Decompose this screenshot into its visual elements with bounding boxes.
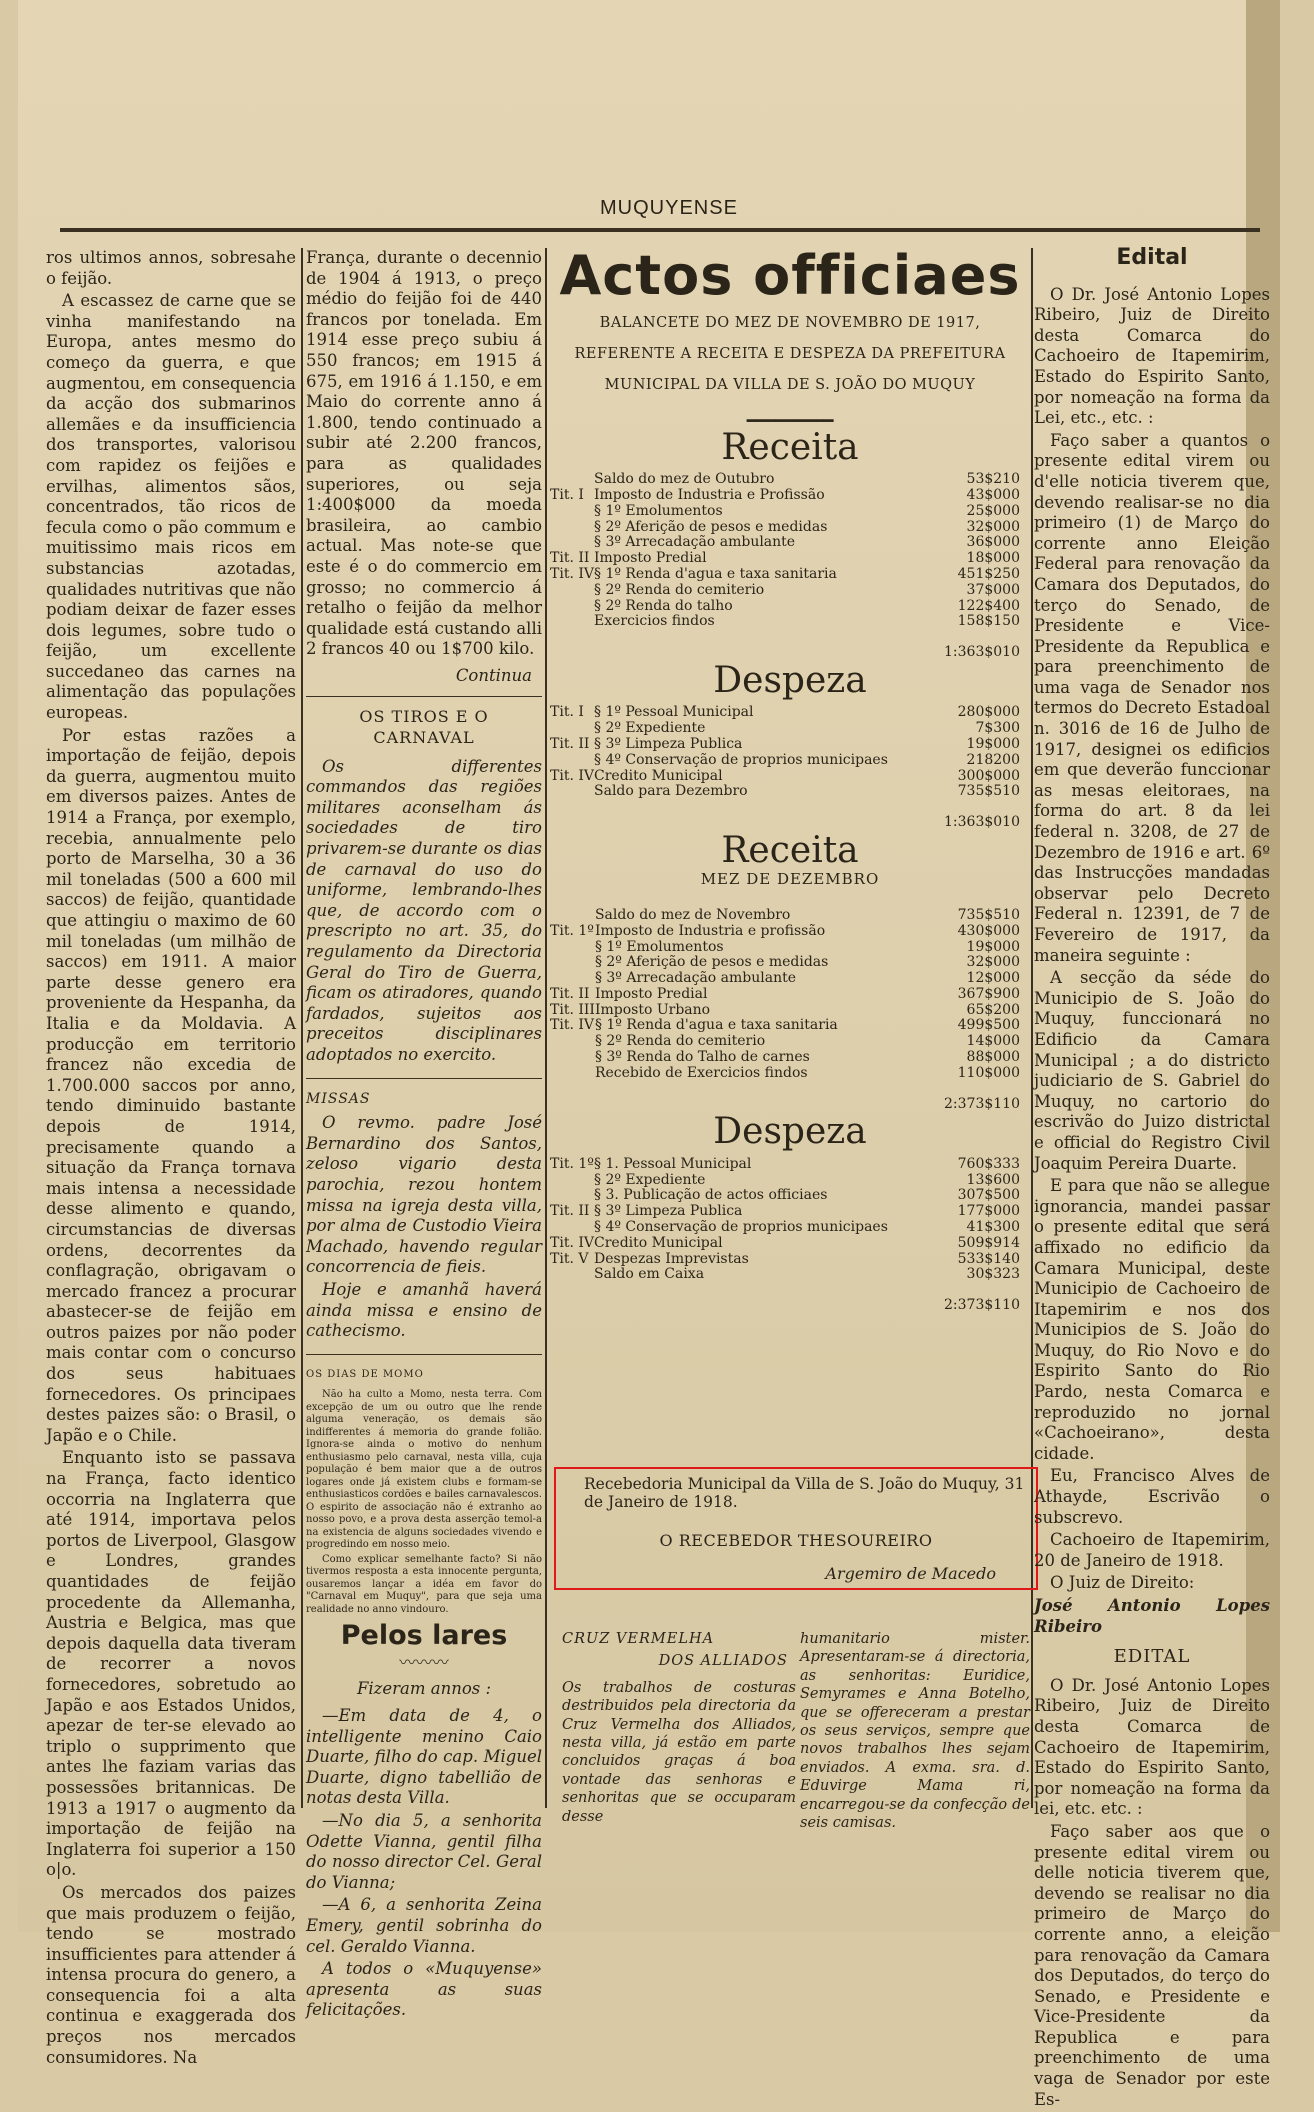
ledger-row — [550, 551, 1020, 567]
ledger-row — [550, 924, 1020, 940]
ledger-val: 509$914 — [957, 1234, 1020, 1251]
ledger-desc: § 2º Expediente — [594, 720, 706, 737]
ledger-desc: Saldo para Dezembro — [594, 783, 748, 800]
article-paragraph: A escassez de carne que se vinha manifestando na Europa, antes mesmo do começo da guerra, e que augmentou, em consequencia da acção dos submarinos allemães e da insufficiencia dos transportes, valorisou com rapidez os feijões e ervilhas, alimentos sãos, concentrados, tão ricos de fecula como o pão commum e muitissimo mais ricos em substancias azotadas, qualidades nutritivas que não podiam deixar de fazer esses dois legumes, sobre tudo o feijão, um excellente succedaneo das carnes na alimentação das populações europeas. — [46, 291, 296, 723]
ledger-val: 32$000 — [966, 954, 1020, 971]
momo-text: Não ha culto a Momo, nesta terra. Com excepção de um ou outro que lhe rende alguma veneração, os demais são indifferentes á memoria do grande folião. Ignora-se ainda o motivo do nenhum enthusiasmo pelo carnaval, nesta villa, cuja população é bem maior que a de outros logares onde já existem clubs e formam-se enthusiasticos cordões e bailes carnavalescos. O espirito de associação não é extranho ao nosso povo, e a prova desta asserção temol-a na existencia de alguns sociedades vivendo e progredindo em nosso meio. — [306, 1389, 542, 1551]
ledger-tit — [550, 599, 594, 615]
ledger-desc: § 3º Renda do Talho de carnes — [594, 1049, 810, 1066]
ledger-desc: § 3º Limpeza Publica — [594, 1203, 743, 1220]
ledger-val: 30$323 — [966, 1266, 1020, 1283]
recebedoria-box — [554, 1467, 1038, 1590]
despeza-dez-table — [550, 1157, 1020, 1283]
article-paragraph: Enquanto isto se passava na França, facto identico occorria na Inglaterra que até 1914, importava pelos portos de Liverpool, Glasgow e Londres, grandes quantidades de feijão procedente da Allemanha, Austria e Belgica, mas que depois daquella data tiveram de recorrer a novos fornecedores, sobretudo ao Japão e aos Estados Unidos, apezar de ter-se elevado ao triplo o supprimento que antes lhe faziam varias das possessões britannicas. De 1913 a 1917 o augmento da importação de feijão na Inglaterra foi superior a 150 o|o. — [46, 1448, 296, 1880]
momo-heading: OS DIAS DE MOMO — [306, 1354, 542, 1386]
edital-paragraph: Eu, Francisco Alves de Athayde, Escrivão o subscrevo. — [1034, 1466, 1270, 1527]
column-edital — [1034, 245, 1270, 2112]
ledger-row — [550, 1188, 1020, 1204]
ledger-desc: Exercicios findos — [594, 613, 715, 630]
ledger-desc: § 1. Pessoal Municipal — [594, 1155, 752, 1172]
ledger-desc: § 3º Arrecadação ambulante — [594, 534, 796, 551]
ledger-row — [550, 488, 1020, 504]
tiros-heading: OS TIROS E O CARNAVAL — [306, 696, 542, 748]
ledger-row — [550, 1018, 1020, 1034]
recebedoria-line: Recebedoria Municipal da Villa de S. João do Muquy, 31 de Janeiro de 1918. — [584, 1475, 1025, 1511]
ledger-val: 735$510 — [957, 783, 1020, 800]
article-paragraph: Os mercados dos paizes que mais produzem o feijão, tendo se mostrado insufficientes para attender á intensa procura do genero, a consequencia foi a alta continua e exaggerada dos preços nos mercados consumidores. Na — [46, 1882, 296, 2067]
ledger-row — [550, 472, 1020, 488]
ledger-row — [550, 1204, 1020, 1220]
ledger-val: 37$000 — [966, 581, 1020, 598]
birthday-item: —Em data de 4, o intelligente menino Caio Duarte, filho do cap. Miguel Duarte, digno tabellião de notas desta Villa. — [306, 1706, 542, 1808]
ledger-val: 158$150 — [957, 613, 1020, 630]
ledger-val: 451$250 — [957, 565, 1020, 582]
masthead-rule — [60, 228, 1260, 232]
judge-signature: José Antonio Lopes Ribeiro — [1034, 1596, 1270, 1636]
ledger-row — [550, 1252, 1020, 1268]
ledger-row — [550, 1220, 1020, 1236]
ledger-val: 53$210 — [966, 471, 1020, 488]
ledger-desc: § 1º Emolumentos — [594, 502, 723, 519]
column-feijao — [46, 248, 296, 2070]
ledger-val: 18$000 — [966, 550, 1020, 567]
edital-paragraph: A secção da séde do Municipio de S. João do Muquy, funccionará no Edificio da Camara Municipal ; a do districto judiciario de S. Gabriel do Muquy, no cartorio do escrivão do Juizo districtal e official do Registro Civil Joaquim Pereira Duarte. — [1034, 968, 1270, 1173]
ledger-desc: Saldo do mez de Novembro — [594, 906, 791, 923]
ledger-tit — [550, 535, 594, 551]
ledger-tit: Tit. IV — [550, 767, 594, 784]
missas-heading: MISSAS — [306, 1078, 542, 1110]
article-paragraph: França, durante o decennio de 1904 á 1913, o preço médio do feijão foi de 440 francos por tonelada. Em 1914 esse preço subiu á 550 francos; em 1915 á 675, em 1916 á 1.150, e em Maio do corrente anno á 1.800, tendo continuado a subir até 2.200 francos, para as qualidades superiores, ou seja 1:400$000 da moeda brasileira, ao cambio actual. Mas note-se que este é o do commercio em grosso; no commercio á retalho o feijão da melhor qualidade está custando alli 2 francos 40 ou 1$700 kilo. — [306, 248, 542, 659]
ledger-val: 43$000 — [966, 486, 1020, 503]
ledger-tit — [550, 721, 594, 737]
ledger-tit — [550, 1050, 595, 1066]
ledger-row — [550, 1157, 1020, 1173]
ledger-row — [550, 1003, 1020, 1019]
receita-dez-total: 2:373$110 — [944, 1095, 1020, 1112]
masthead: MUQUYENSE — [600, 197, 738, 219]
despeza-nov-table — [550, 705, 1020, 800]
ledger-desc: Saldo do mez de Outubro — [594, 471, 775, 488]
cruz-vermelha-article — [556, 1630, 1030, 1832]
ledger-tit: Tit. II — [550, 735, 590, 752]
ledger-val: 7$300 — [975, 720, 1020, 737]
edital-paragraph: O Dr. José Antonio Lopes Ribeiro, Juiz de Direito desta Comarca do Cachoeiro de Itapemirim, Estado do Espirito Santo, por nomeação na forma da Lei, etc., etc. : — [1034, 284, 1270, 428]
ledger-val: 177$000 — [957, 1203, 1020, 1220]
ledger-val: 65$200 — [966, 1001, 1020, 1018]
ledger-tit — [550, 1034, 595, 1050]
birthday-item: —A 6, a senhorita Zeina Emery, gentil sobrinha do cel. Geraldo Vianna. — [306, 1895, 542, 1956]
ledger-val: 735$510 — [957, 906, 1020, 923]
column-news — [306, 248, 542, 2023]
receita-dez-heading: Receita — [721, 829, 859, 871]
ledger-val: 110$000 — [957, 1064, 1020, 1081]
fizeram-annos: Fizeram annos : — [356, 1679, 492, 1699]
ledger-val: 300$000 — [957, 767, 1020, 784]
ledger-desc: § 1º Renda d'agua e taxa sanitaria — [594, 565, 837, 582]
ledger-desc: Despezas Imprevistas — [594, 1250, 749, 1267]
ledger-val: 88$000 — [966, 1049, 1020, 1066]
ledger-tit: Tit. II — [550, 550, 590, 567]
ledger-tit: Tit. 1º — [550, 922, 594, 939]
ledger-val: 367$900 — [957, 985, 1020, 1002]
birthday-item: A todos o «Muquyense» apresenta as suas felicitações. — [306, 1959, 542, 2020]
ledger-tit — [550, 940, 595, 956]
ledger-desc: § 3º Limpeza Publica — [594, 735, 743, 752]
ledger-row — [550, 614, 1020, 630]
ledger-desc: § 1º Emolumentos — [594, 938, 724, 955]
ledger-row — [550, 753, 1020, 769]
ledger-desc: § 4º Conservação de proprios municipaes — [594, 1219, 888, 1236]
ledger-desc: Credito Municipal — [594, 1234, 723, 1251]
ledger-row — [550, 1066, 1020, 1082]
receita-nov-table — [550, 472, 1020, 630]
column-actos — [548, 244, 1032, 1324]
cruz-text-left: Os trabalhos de costuras destribuidos pela directoria da Cruz Vermelha dos Alliados, nesta villa, já estão em parte concluidos graças á boa vontade das senhoras e senhoritas que se occuparam desse — [562, 1679, 796, 1825]
ledger-val: 19$000 — [966, 938, 1020, 955]
pelos-lares-heading: Pelos lares — [340, 1620, 508, 1652]
ledger-row — [550, 1034, 1020, 1050]
cruz-subheading: DOS ALLIADOS — [658, 1653, 788, 1670]
ledger-desc: Imposto de Industria e profissão — [594, 922, 826, 939]
ledger-val: 280$000 — [957, 704, 1020, 721]
ledger-desc: § 3. Publicação de actos officiaes — [594, 1187, 828, 1204]
momo-question: Como explicar semelhante facto? Si não tivermos resposta a esta innocente pergunta, ousaremos lançar a idéa em favor do "Carnaval em Muquy", para que seja uma realidade no anno vindouro. — [306, 1553, 542, 1615]
receita-dez-table — [550, 908, 1020, 1082]
flourish-ornament: ━━━━━━━━━ — [746, 411, 834, 430]
birthday-item: —No dia 5, a senhorita Odette Vianna, gentil filha do nosso director Cel. Geral do Vianna; — [306, 1811, 542, 1892]
ledger-row — [550, 940, 1020, 956]
ledger-row — [550, 504, 1020, 520]
ledger-desc: § 2º Expediente — [594, 1171, 706, 1188]
edital-paragraph: O Juiz de Direito: — [1050, 1573, 1195, 1593]
ledger-row — [550, 769, 1020, 785]
ledger-val: 36$000 — [966, 534, 1020, 551]
edital-paragraph: Faço saber a quantos o presente edital virem ou d'elle noticia tiverem que, devendo realisar-se no dia primeiro (1) de Março do corrente anno Eleição Federal para renovação da Camara dos Deputados, do terço do Senado, de Presidente e Vice-Presidente da Republica e para preenchimento de uma vaga de Senador nos termos do Decreto Estadoal n. 3016 de 16 de Julho de 1917, designei os edificios em que deverão funccionar as mesas eleitoraes, na forma do art. 8 da lei federal n. 3208, de 27 de Dezembro de 1916 e art. 6º das Instrucções mandadas observar pelo Decreto Federal n. 12391, de 7 de Fevereiro de 1917, da maneira seguinte : — [1034, 430, 1270, 965]
ledger-val: 19$000 — [966, 735, 1020, 752]
missas-text: O revmo. padre José Bernardino dos Santos, zeloso vigario desta parochia, rezou hontem missa na igreja desta villa, por alma de Custodio Vieira Machado, havendo regular concorrencia de fieis. — [306, 1113, 542, 1277]
article-paragraph: Por estas razões a importação de feijão, depois da guerra, augmentou muito em diversos paizes. Antes de 1914 a França, por exemplo, recebia, annualmente pelo porto de Marselha, 30 a 36 mil toneladas (500 a 600 mil saccos) de feijão, quantidade que attingiu o maximo de 60 mil toneladas (um milhão de saccos) em 1911. A maior parte desse genero era proveniente da Hespanha, da Italia e da Moldavia. A producção em territorio francez não excedia de 1.700.000 saccos por anno, tendo diminuido bastante depois de 1914, precisamente quando a situação da França tornava mais intensa a necessidade desse alimento e quando, circumstancias de diversas ordens, decorrentes da conflagração, obrigavam o mercado francez a procurar abastecer-se de feijão em outros paizes por não poder mais contar com o concurso dos seus habituaes fornecedores. Os principaes destes paizes são: o Brasil, o Japão e o Chile. — [46, 725, 296, 1445]
ledger-tit — [550, 955, 595, 971]
ledger-tit — [550, 472, 594, 488]
ledger-desc: Imposto Urbano — [594, 1001, 711, 1018]
ledger-desc: § 2º Renda do talho — [594, 597, 733, 614]
ledger-tit: Tit. V — [550, 1250, 589, 1267]
missas-text-2: Hoje e amanhã haverá ainda missa e ensino de cathecismo. — [306, 1279, 542, 1341]
ledger-tit: Tit. IV — [550, 1234, 594, 1251]
ledger-tit — [550, 1188, 594, 1204]
ledger-tit: Tit. IV — [550, 1017, 594, 1034]
edital-heading: Edital — [1116, 245, 1188, 270]
column-rule — [301, 248, 303, 1808]
actos-officiaes-heading: Actos officiaes — [559, 244, 1021, 307]
ledger-row — [550, 721, 1020, 737]
ledger-val: 25$000 — [966, 502, 1020, 519]
ledger-row — [550, 908, 1020, 924]
flourish-ornament: 〰〰〰 — [399, 1652, 449, 1672]
ledger-tit — [550, 971, 595, 987]
ledger-tit: Tit. IV — [550, 565, 594, 582]
balancete-heading: BALANCETE DO MEZ DE NOVEMBRO DE 1917, REFERENTE A RECEITA E DESPEZA DA PREFEITURA MUNICIPAL DA VILLA DE S. JOÃO DO MUQUY — [574, 315, 1006, 393]
ledger-desc: Credito Municipal — [594, 767, 723, 784]
despeza-heading: Despeza — [713, 659, 867, 701]
ledger-tit — [550, 1066, 595, 1082]
ledger-val: 430$000 — [957, 922, 1020, 939]
ledger-row — [550, 520, 1020, 536]
ledger-tit: Tit. I — [550, 486, 584, 503]
ledger-tit: Tit. 1º — [550, 1155, 594, 1172]
receita-nov-total: 1:363$010 — [944, 644, 1020, 661]
ledger-tit: Tit. II — [550, 985, 590, 1002]
ledger-tit — [550, 753, 594, 769]
ledger-row — [550, 784, 1020, 800]
ledger-val: 32$000 — [966, 518, 1020, 535]
ledger-row — [550, 535, 1020, 551]
edital-paragraph: Faço saber aos que o presente edital virem ou delle noticia tiverem que, devendo se realisar no dia primeiro de Março do corrente anno, a eleição para renovação da Camara dos Deputados, do terço do Senado, e Presidente e Vice-Presidente da Republica e para preenchimento de uma vaga de Senador por este Es- — [1034, 1821, 1270, 2109]
receita-dez-sub: MEZ DE DEZEMBRO — [700, 870, 880, 889]
edital-2-heading: EDITAL — [1113, 1646, 1191, 1668]
despeza-nov-total: 1:363$010 — [944, 814, 1020, 831]
ledger-desc: Recebido de Exercicios findos — [594, 1064, 808, 1081]
ledger-tit — [550, 1267, 594, 1283]
ledger-tit — [550, 520, 594, 536]
ledger-desc: § 1º Renda d'agua e taxa sanitaria — [594, 1017, 838, 1034]
ledger-desc: Saldo em Caixa — [594, 1266, 705, 1283]
ledger-row — [550, 971, 1020, 987]
ledger-val: 218200 — [966, 751, 1020, 768]
despeza-dez-total: 2:373$110 — [944, 1297, 1020, 1314]
edital-paragraph: E para que não se allegue ignorancia, mandei passar o presente edital que será affixado no edificio da Camara Municipal, deste Municipio de Cachoeiro de Itapemirim e nos dos Municipios de S. João do Muquy, do Rio Novo e do Espirito Santo do Rio Pardo, nesta Comarca e reproduzido no jornal «Cachoeirano», desta cidade. — [1034, 1176, 1270, 1463]
ledger-val: 12$000 — [966, 970, 1020, 987]
ledger-desc: § 2º Aferição de pesos e medidas — [594, 518, 828, 535]
ledger-tit — [550, 908, 595, 924]
ledger-desc: § 2º Renda do cemiterio — [594, 1033, 766, 1050]
ledger-val: 41$300 — [966, 1219, 1020, 1236]
ledger-row — [550, 737, 1020, 753]
ledger-row — [550, 583, 1020, 599]
ledger-row — [550, 1236, 1020, 1252]
ledger-val: 499$500 — [957, 1017, 1020, 1034]
ledger-row — [550, 1050, 1020, 1066]
ledger-row — [550, 705, 1020, 721]
ledger-val: 122$400 — [957, 597, 1020, 614]
ledger-desc: § 2º Renda do cemiterio — [594, 581, 765, 598]
recebedor-title: O RECEBEDOR THESOUREIRO — [659, 1531, 933, 1550]
ledger-desc: Imposto Predial — [594, 550, 707, 567]
ledger-tit: Tit. II — [550, 1203, 590, 1220]
ledger-row — [550, 955, 1020, 971]
ledger-row — [550, 1173, 1020, 1189]
recebedor-signature: Argemiro de Macedo — [825, 1564, 996, 1583]
ledger-row — [550, 567, 1020, 583]
edital-paragraph: O Dr. José Antonio Lopes Ribeiro, Juiz de Direito desta Comarca de Cachoeiro de Itapemirim, Estado do Espirito Santo, por nomeação na forma da lei, etc. etc. : — [1034, 1675, 1270, 1819]
ledger-tit — [550, 1173, 594, 1189]
ledger-tit — [550, 504, 594, 520]
despeza-dez-heading: Despeza — [713, 1111, 867, 1153]
receita-heading: Receita — [721, 426, 859, 468]
ledger-tit: Tit. I — [550, 704, 584, 721]
tiros-text: Os differentes commandos das regiões militares aconselham ás sociedades de tiro privarem-se durante os dias de carnaval do uso do uniforme, lembrando-lhes que, de accordo com o prescripto no art. 35, do regulamento da Directoria Geral do Tiro de Guerra, ficam os atiradores, quando fardados, sujeitos aos preceitos disciplinares adoptados no exercito. — [306, 756, 542, 1064]
ledger-tit — [550, 614, 594, 630]
ledger-tit — [550, 784, 594, 800]
ledger-desc: Imposto de Industria e Profissão — [594, 486, 825, 503]
ledger-tit — [550, 1220, 594, 1236]
ledger-tit: Tit. III — [550, 1001, 595, 1018]
ledger-row — [550, 987, 1020, 1003]
ledger-desc: § 1º Pessoal Municipal — [594, 704, 754, 721]
ledger-row — [550, 599, 1020, 615]
cruz-heading: CRUZ VERMELHA — [562, 1631, 715, 1647]
ledger-desc: § 2º Aferição de pesos e medidas — [594, 954, 829, 971]
ledger-val: 13$600 — [966, 1171, 1020, 1188]
column-rule — [545, 248, 547, 1808]
edital-paragraph: Cachoeiro de Itapemirim, 20 de Janeiro de 1918. — [1034, 1530, 1270, 1570]
ledger-desc: § 3º Arrecadação ambulante — [594, 970, 797, 987]
cruz-text-right: humanitario mister. Apresentaram-se á directoria, as senhoritas: Euridice, Semyrames e Anna Botelho, que se offereceram a prestar os seus serviços, sempre que novos trabalhos lhes sejam enviados. A exma. sra. d. Eduvirge Mama ri, encarregou-se da confecção de seis camisas. — [800, 1631, 1030, 1832]
continua-label: Continua — [455, 665, 532, 685]
ledger-row — [550, 1267, 1020, 1283]
article-paragraph: ros ultimos annos, sobresahe o feijão. — [46, 248, 296, 288]
ledger-desc: § 4º Conservação de proprios municipaes — [594, 751, 888, 768]
ledger-val: 14$000 — [966, 1033, 1020, 1050]
ledger-tit — [550, 583, 594, 599]
ledger-desc: Imposto Predial — [594, 985, 708, 1002]
ledger-val: 760$333 — [957, 1155, 1020, 1172]
ledger-val: 307$500 — [957, 1187, 1020, 1204]
ledger-val: 533$140 — [957, 1250, 1020, 1267]
